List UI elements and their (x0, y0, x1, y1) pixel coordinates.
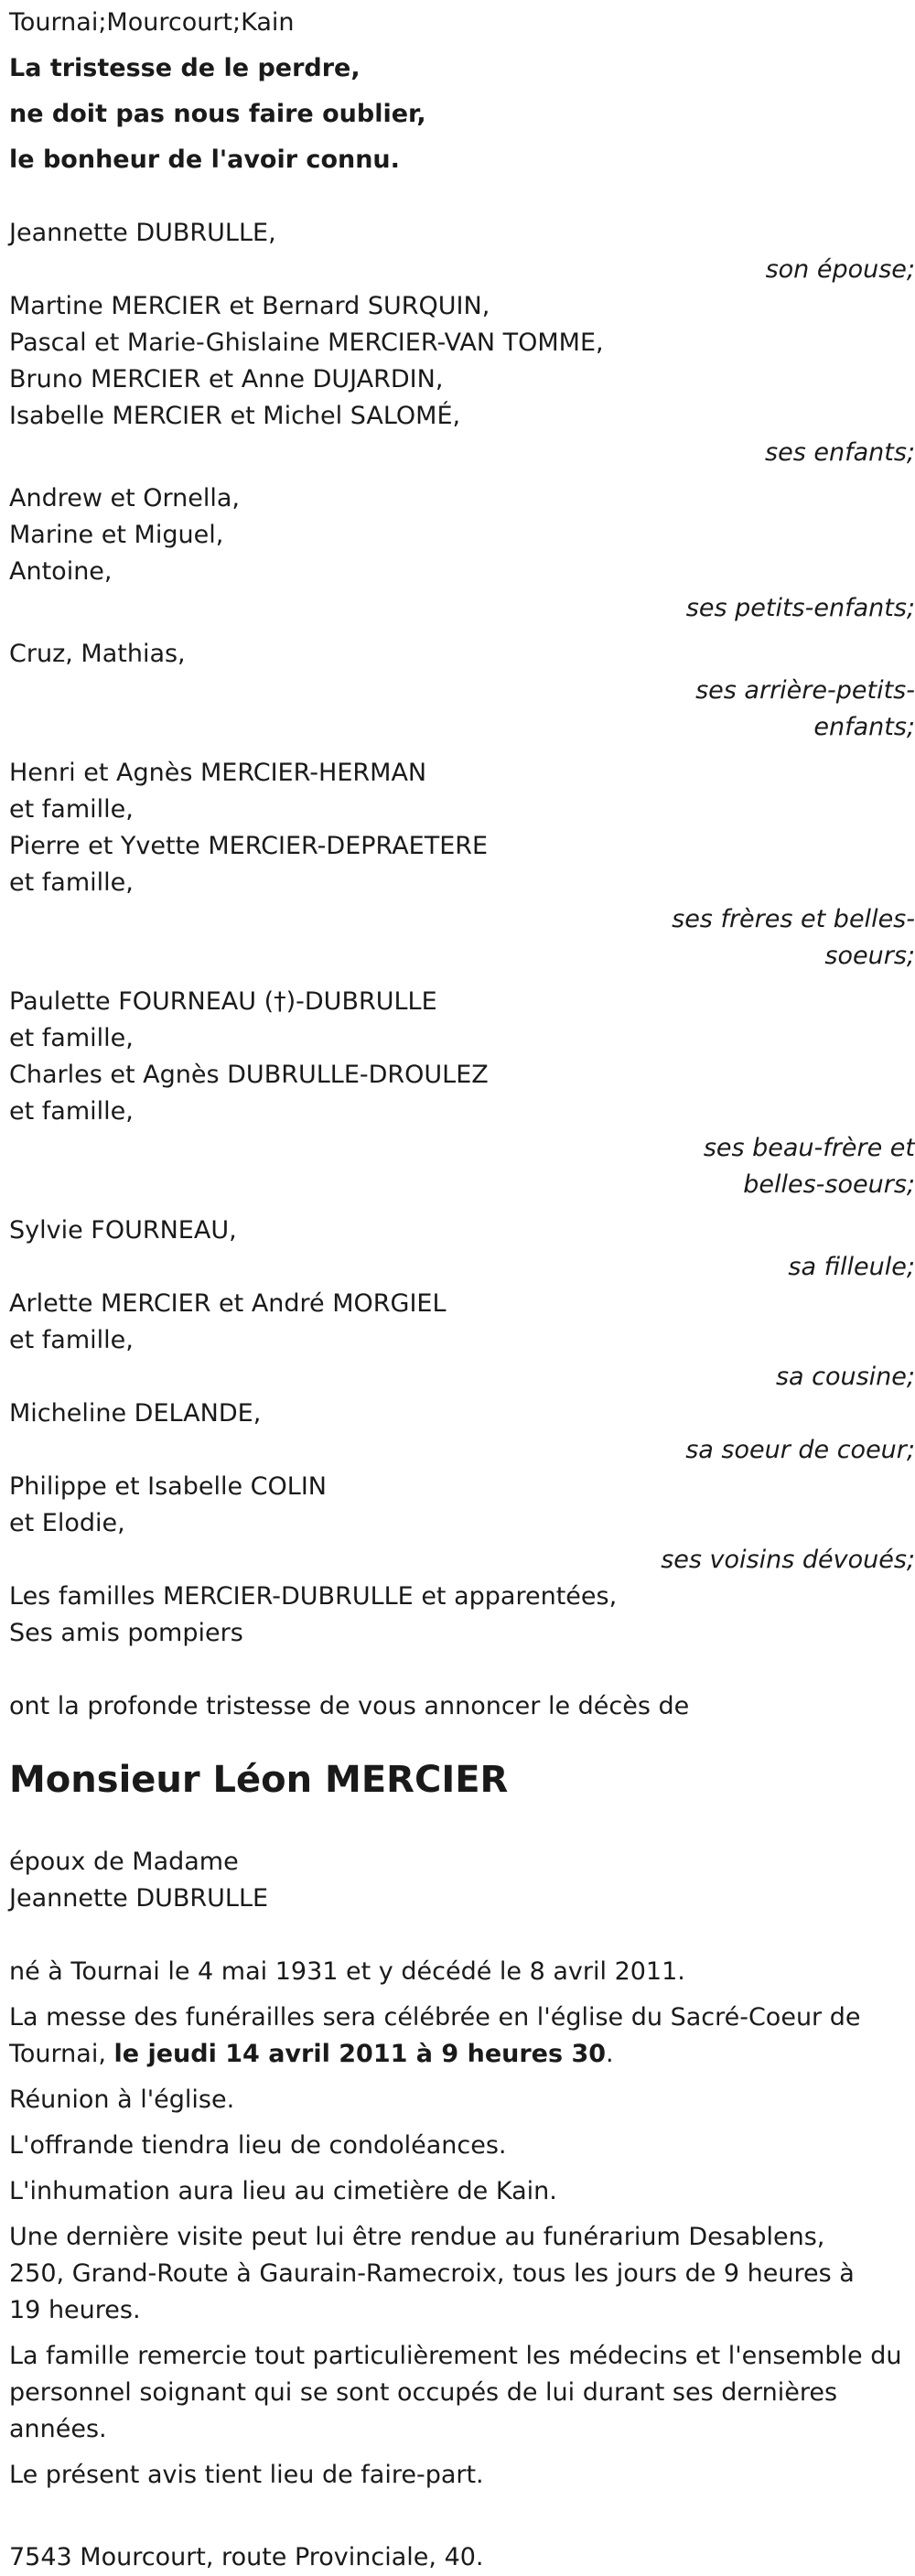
spouse-name: Jeannette DUBRULLE, (9, 219, 276, 247)
deceased-spouse-line-1: époux de Madame (9, 1848, 239, 1876)
obituary-column (9, 0, 915, 2576)
neighbour-line-1: Philippe et Isabelle COLIN (9, 1472, 327, 1501)
mass-text: La messe des funérailles sera célébrée en l'église du Sacré-Coeur de Tournai, (9, 2003, 861, 2068)
visit: Une dernière visite peut lui être rendue au funérarium Desablens, 250, Grand-Route à Gaurain-Ramecroix, tous les jours de 9 heures à 19 heures. (9, 2223, 855, 2324)
thanks: La famille remercie tout particulièrement les médecins et l'ensemble du personnel soignant qui se sont occupés de lui durant ses dernières années. (9, 2342, 902, 2443)
great-grandchildren-role-2: enfants; (813, 713, 915, 741)
inlaw-line-2: et famille, (9, 1024, 134, 1052)
others-line-2: Ses amis pompiers (9, 1619, 243, 1647)
offering: L'offrande tiendra lieu de condoléances. (9, 2131, 507, 2160)
child-line-3: Bruno MERCIER et Anne DUJARDIN, (9, 365, 444, 393)
cousin-line-2: et famille, (9, 1326, 134, 1354)
child-line-4: Isabelle MERCIER et Michel SALOMÉ, (9, 402, 461, 430)
notice: Le présent avis tient lieu de faire-part. (9, 2461, 484, 2489)
mass-end: . (606, 2040, 614, 2068)
deceased-name: Monsieur Léon MERCIER (9, 1759, 509, 1801)
grandchild-line-1: Andrew et Ornella, (9, 484, 241, 512)
neighbours-role: ses voisins dévoués; (661, 1546, 915, 1574)
great-grandchildren: Cruz, Mathias, (9, 640, 186, 668)
birth-death: né à Tournai le 4 mai 1931 et y décédé le 8 avril 2011. (9, 1957, 685, 1986)
deceased-spouse-line-2: Jeannette DUBRULLE (9, 1884, 269, 1913)
inlaws-role-1: ses beau-frère et (703, 1134, 915, 1162)
great-grandchildren-role-1: ses arrière-petits- (695, 676, 915, 705)
goddaughter-role: sa filleule; (788, 1253, 915, 1281)
siblings-role-2: soeurs; (824, 942, 915, 970)
quote-line-3: le bonheur de l'avoir connu. (9, 146, 400, 174)
inlaws-role-2: belles-soeurs; (743, 1170, 915, 1199)
sibling-line-4: et famille, (9, 868, 134, 897)
meeting: Réunion à l'église. (9, 2086, 235, 2114)
inlaw-line-1: Paulette FOURNEAU (†)-DUBRULLE (9, 987, 437, 1016)
grandchildren-role: ses petits-enfants; (685, 594, 915, 622)
others-line-1: Les familles MERCIER-DUBRULLE et apparentées, (9, 1582, 618, 1611)
sibling-line-1: Henri et Agnès MERCIER-HERMAN (9, 759, 427, 787)
quote-line-1: La tristesse de le perdre, (9, 54, 361, 82)
announcement: ont la profonde tristesse de vous annoncer le décès de (9, 1692, 690, 1720)
mass-paragraph (9, 1999, 915, 2073)
places-line: Tournai;Mourcourt;Kain (9, 8, 295, 37)
heart-sister: Micheline DELANDE, (9, 1399, 262, 1428)
child-line-2: Pascal et Marie-Ghislaine MERCIER-VAN TOMME, (9, 329, 604, 357)
address: 7543 Mourcourt, route Provinciale, 40. (9, 2543, 484, 2571)
grandchild-line-2: Marine et Miguel, (9, 521, 224, 549)
siblings-role-1: ses frères et belles- (672, 905, 915, 933)
goddaughter: Sylvie FOURNEAU, (9, 1216, 237, 1245)
mass-date: le jeudi 14 avril 2011 à 9 heures 30 (113, 2040, 607, 2068)
children-role: ses enfants; (765, 438, 915, 467)
heart-sister-role: sa soeur de coeur; (685, 1436, 915, 1464)
inlaw-line-4: et famille, (9, 1097, 134, 1126)
cousin-line-1: Arlette MERCIER et André MORGIEL (9, 1289, 447, 1318)
child-line-1: Martine MERCIER et Bernard SURQUIN, (9, 292, 490, 320)
quote-line-2: ne doit pas nous faire oublier, (9, 100, 426, 128)
grandchild-line-3: Antoine, (9, 557, 113, 586)
sibling-line-2: et famille, (9, 795, 134, 824)
cousin-role: sa cousine; (775, 1363, 915, 1391)
neighbour-line-2: et Elodie, (9, 1509, 125, 1537)
inlaw-line-3: Charles et Agnès DUBRULLE-DROULEZ (9, 1061, 489, 1089)
burial: L'inhumation aura lieu au cimetière de Kain. (9, 2177, 557, 2205)
sibling-line-3: Pierre et Yvette MERCIER-DEPRAETERE (9, 832, 489, 860)
spouse-role: son épouse; (765, 255, 915, 284)
